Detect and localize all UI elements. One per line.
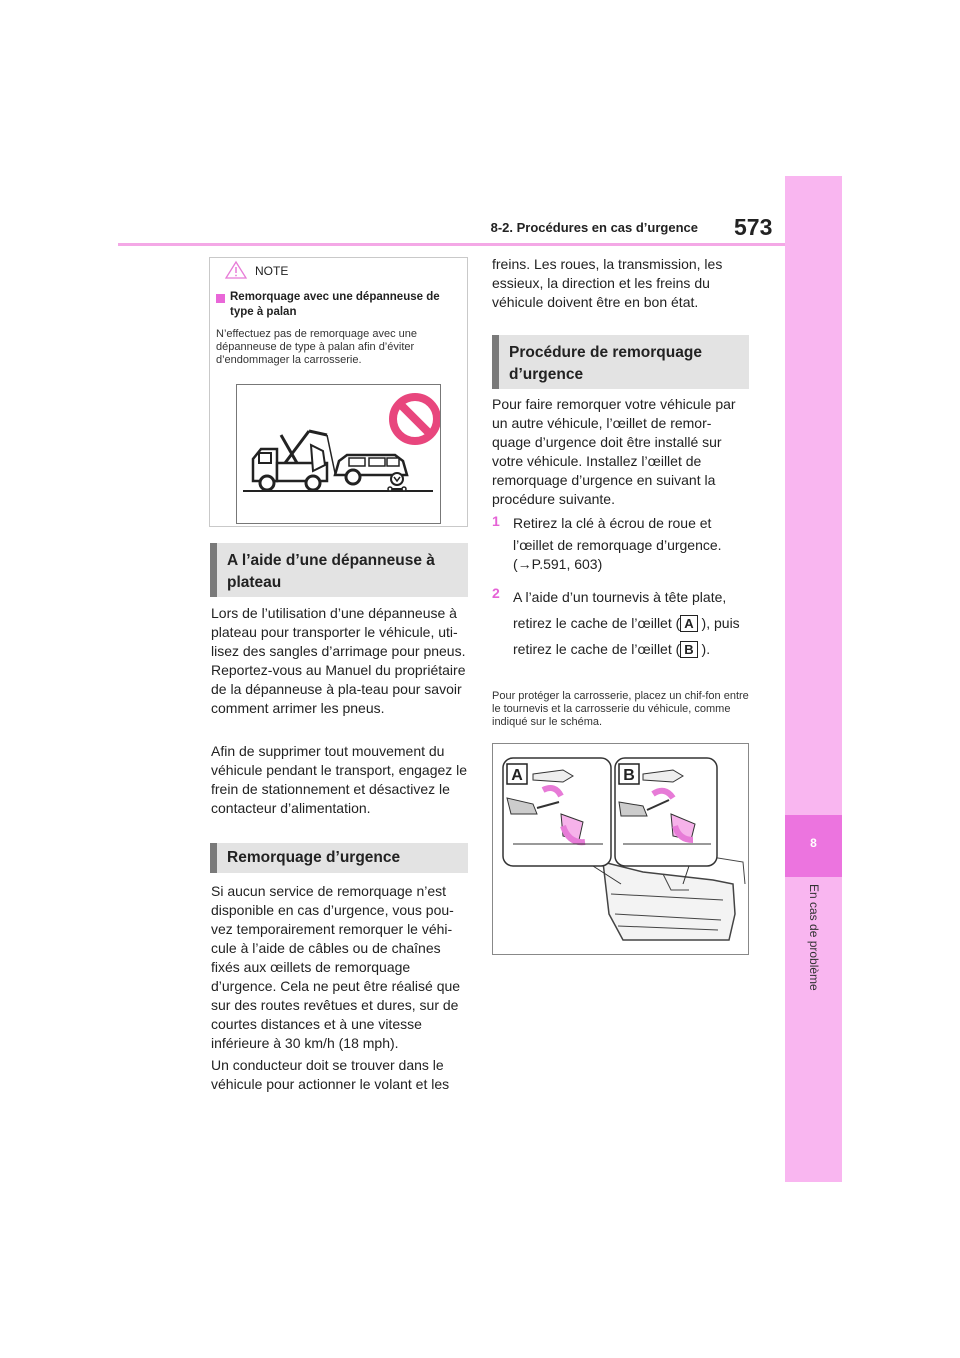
chapter-label	[801, 884, 827, 1004]
step-1-number: 1	[492, 513, 500, 529]
paragraph-emergency-2b: freins. Les roues, la transmission, les essieux, la direction et les freins du véhicule doivent être en bon état.	[492, 256, 723, 310]
header-divider	[118, 243, 788, 246]
chapter-number: 8	[810, 836, 817, 850]
step-1-page-ref: (→P.591, 603)	[513, 556, 603, 572]
paragraph-flatbed-2: Afin de supprimer tout mouvement du véhicule pendant le transport, engagez le frein de stationnement et désactivez le contacteur d’alimentation.	[211, 743, 468, 816]
chapter-side-tab	[785, 176, 842, 1182]
paragraph-emergency-1: Si aucun service de remorquage n’est disponible en cas d’urgence, vous pou-vez temporairement remorquer le véhi-cule à l’aide de câbles ou de chaînes fixés aux œillets de remorquage d’urgence. Cela ne peut être réalisé que sur des routes revêtues et dures, sur de courtes distances et à une vitesse inférieure à 30 km/h (18 mph).	[211, 883, 461, 1051]
section-title: 8-2. Procédures en cas d’urgence	[490, 220, 698, 235]
step-2-number: 2	[492, 585, 500, 601]
note-heading: Remorquage avec une dépanneuse de type à palan	[230, 291, 440, 318]
step-2-text	[513, 584, 751, 662]
procedure-note: Pour protéger la carrosserie, placez un chif-fon entre le tournevis et la carrosserie du véhicule, comme indiqué sur le schéma.	[492, 690, 749, 728]
no-tow-truck-icon	[237, 385, 440, 523]
warning-triangle-icon	[224, 260, 248, 280]
step-2-text-b: ), puis retirez le cache de l’œillet (	[513, 615, 740, 657]
page-number: 573	[734, 214, 773, 240]
step-2-text-c: ).	[697, 641, 711, 657]
illustration-label-a: A	[511, 767, 523, 784]
heading-procedure: Procédure de remorquage d’urgence	[492, 335, 749, 389]
paragraph-procedure-intro: Pour faire remorquer votre véhicule par un autre véhicule, l’œillet de remor-quage d’urgence doit être installé sur votre véhicule. Installez l’œillet de remorquage d’urgence en suivant la procédure suivante.	[492, 396, 736, 507]
no-tow-truck-illustration	[236, 384, 441, 524]
step-1-text: Retirez la clé à écrou de roue et l’œillet de remorquage d’urgence.	[513, 515, 722, 553]
paragraph-flatbed-1: Lors de l’utilisation d’une dépanneuse à plateau pour transporter le véhicule, uti-lisez des sangles d’arrimage pour pneus. Reportez-vous au Manuel du propriétaire de la dépanneuse à pla-teau pour savoir comment arrimer les pneus.	[211, 605, 466, 716]
label-a-box: A	[680, 615, 697, 632]
heading-emergency-towing: Remorquage d’urgence	[210, 843, 468, 873]
step-2-text-a: A l’aide d’un tournevis à tête plate, retirez le cache de l’œillet (	[513, 589, 727, 631]
label-b-box: B	[680, 641, 697, 658]
note-label: NOTE	[255, 264, 289, 278]
heading-flatbed: A l’aide d’une dépanneuse à plateau	[210, 543, 468, 597]
note-bullet	[216, 294, 225, 303]
note-text: N’effectuez pas de remorquage avec une dépanneuse de type à palan afin d’éviter d’endommager la carrosserie.	[216, 328, 417, 366]
paragraph-emergency-2a: Un conducteur doit se trouver dans le véhicule pour actionner le volant et les	[211, 1057, 450, 1092]
chapter-label-text: En cas de problème	[807, 884, 821, 991]
tow-eyelet-cover-illustration	[492, 743, 749, 955]
illustration-label-b: B	[623, 767, 635, 784]
